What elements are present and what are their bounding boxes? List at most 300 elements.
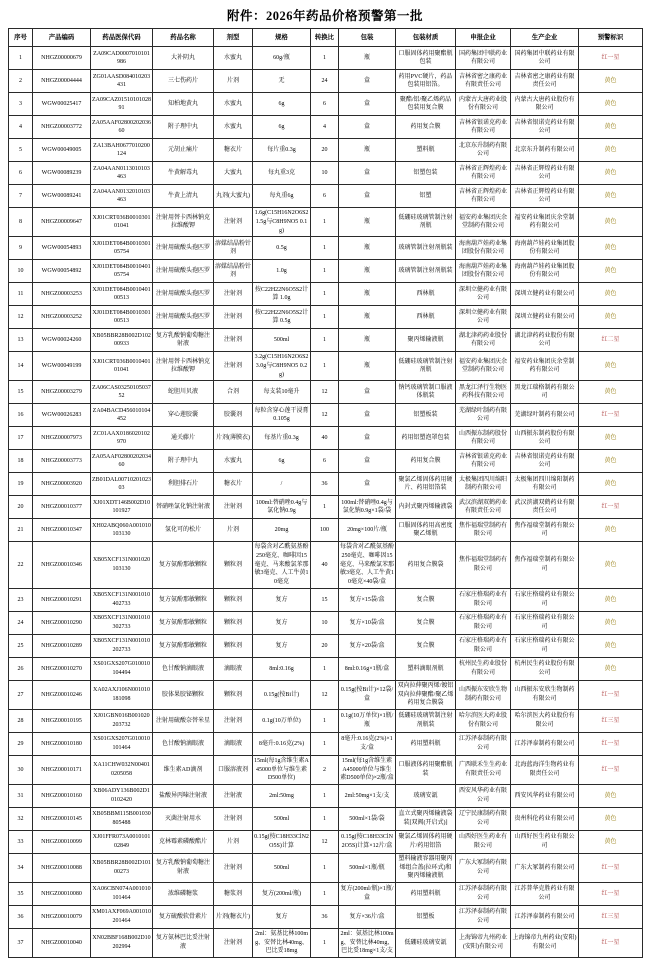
table-cell: 11 bbox=[9, 283, 33, 306]
table-cell: 20mg×100片/瓶 bbox=[339, 519, 396, 542]
table-cell: NHGZ00010346 bbox=[33, 542, 91, 588]
table-cell: ZG01AASD084010203431 bbox=[91, 70, 153, 93]
table-cell: WGW00024260 bbox=[33, 329, 91, 352]
table-cell: 药用塑料瓶 bbox=[396, 883, 456, 906]
table-cell: 盒 bbox=[339, 473, 396, 496]
table-cell: 注射液 bbox=[214, 784, 253, 807]
table-cell: 27 bbox=[9, 680, 33, 709]
table-cell: 双向拉伸聚丙烯/镀铝双向拉伸聚酯/聚乙烯药用复合膜袋 bbox=[396, 680, 456, 709]
table-cell: 18 bbox=[9, 450, 33, 473]
table-row bbox=[9, 450, 643, 473]
table-cell: 20mg bbox=[253, 519, 311, 542]
table-cell: 8毫升:0.16克(2%) bbox=[253, 732, 311, 755]
table-cell: 30 bbox=[9, 755, 33, 784]
table-cell: 药用复合膜袋 bbox=[396, 542, 456, 588]
table-cell: 片剂(薄膜衣) bbox=[214, 427, 253, 450]
table-cell: 瓶 bbox=[339, 329, 396, 352]
warning-badge: 黄色 bbox=[579, 519, 643, 542]
column-header: 包装 bbox=[339, 29, 396, 47]
table-row bbox=[9, 283, 643, 306]
table-row bbox=[9, 139, 643, 162]
column-header: 申报企业 bbox=[456, 29, 511, 47]
table-cell: XJ01DET084B001040100513 bbox=[91, 283, 153, 306]
table-cell: 8 bbox=[9, 208, 33, 237]
table-row bbox=[9, 542, 643, 588]
table-cell: 0.1g(10万单位)×1瓶/瓶 bbox=[339, 709, 396, 732]
table-cell: 15 bbox=[9, 381, 33, 404]
table-cell: 贵州科伦药业有限公司 bbox=[511, 807, 579, 830]
table-cell: 6 bbox=[9, 162, 33, 185]
table-cell: ZA13BAH0677010200124 bbox=[91, 139, 153, 162]
column-header: 预警标识 bbox=[579, 29, 643, 47]
table-cell: 胶体果胶铋颗粒 bbox=[153, 680, 214, 709]
warning-badge: 红一星 bbox=[579, 47, 643, 70]
table-cell: 8ml:0.16g×1瓶/盒 bbox=[339, 657, 396, 680]
table-cell: 石家庄格瑞药业有限公司 bbox=[456, 588, 511, 611]
drug-price-warning-table bbox=[8, 28, 643, 958]
table-cell: ZA05AAF0280020203460 bbox=[91, 450, 153, 473]
table-cell: 山西振东安欣生物制药有限公司 bbox=[511, 680, 579, 709]
table-cell: 复方 bbox=[253, 906, 311, 929]
table-cell: 江苏泽泰制药有限公司 bbox=[511, 732, 579, 755]
table-row bbox=[9, 260, 643, 283]
table-cell: NHGZ00010195 bbox=[33, 709, 91, 732]
table-cell: 吉林省银诺克药业有限公司 bbox=[456, 116, 511, 139]
table-cell: 10 bbox=[9, 260, 33, 283]
table-cell: 1.6g(C15H16N2O6S2 1.5g与C8H9NO5 0.1g) bbox=[253, 208, 311, 237]
table-cell: 克林霉素磷酸酯片 bbox=[153, 830, 214, 853]
column-header: 剂型 bbox=[214, 29, 253, 47]
table-cell: 注射用硫酸头孢匹罗 bbox=[153, 260, 214, 283]
table-cell: NHGZ00000679 bbox=[33, 47, 91, 70]
table-cell: 复方氨酚那敏颗粒 bbox=[153, 634, 214, 657]
table-cell: 广西联禾生生药业有限责任公司 bbox=[456, 755, 511, 784]
table-row bbox=[9, 807, 643, 830]
table-cell: XJ01CRT036B001040101041 bbox=[91, 352, 153, 381]
table-cell: 聚氯乙烯固体药用硬片/药用铝箔 bbox=[396, 830, 456, 853]
table-cell: 溶媒结晶粉针剂 bbox=[214, 260, 253, 283]
table-cell: ZA09CAZ0151010102891 bbox=[91, 93, 153, 116]
table-cell: 28 bbox=[9, 709, 33, 732]
table-cell: 复方 bbox=[253, 588, 311, 611]
table-cell: 塑料瓶 bbox=[396, 139, 456, 162]
table-cell: ZA06CAS0325010503752 bbox=[91, 381, 153, 404]
table-cell: 吉林省正辉煌药业有限公司 bbox=[456, 185, 511, 208]
table-cell: 盒 bbox=[339, 185, 396, 208]
table-cell: 杭州民生药业股份有限公司 bbox=[511, 657, 579, 680]
table-cell: ZA09CAD0007010101986 bbox=[91, 47, 153, 70]
table-cell: 颗粒剂 bbox=[214, 611, 253, 634]
warning-badge: 黄色 bbox=[579, 807, 643, 830]
table-cell: 吉林省正辉煌药业有限公司 bbox=[511, 185, 579, 208]
table-cell: 瓶 bbox=[339, 306, 396, 329]
table-cell: 复方(200ml/瓶)×1瓶/盒 bbox=[339, 883, 396, 906]
table-cell: 西林瓶 bbox=[396, 283, 456, 306]
table-row bbox=[9, 162, 643, 185]
table-cell: 注射剂 bbox=[214, 709, 253, 732]
table-cell: 复方氨酚那敏颗粒 bbox=[153, 588, 214, 611]
table-cell: 太极集团四川绵阳制药有限公司 bbox=[456, 473, 511, 496]
table-cell: NHGZ00010145 bbox=[33, 807, 91, 830]
table-cell: 湖北津药药业股份有限公司 bbox=[511, 329, 579, 352]
table-cell: 复方 bbox=[253, 634, 311, 657]
table-cell: 内蒙古大唐药业股份有限公司 bbox=[511, 93, 579, 116]
table-cell: 每基片重0.3g bbox=[253, 427, 311, 450]
table-cell: 1 bbox=[311, 329, 339, 352]
table-cell: 4 bbox=[311, 116, 339, 139]
table-cell: 6g bbox=[253, 116, 311, 139]
table-cell: 海南葫芦娃药业集团股份有限公司 bbox=[456, 237, 511, 260]
table-cell: 上海锦帝九州药业(安阳)有限公司 bbox=[456, 929, 511, 958]
table-cell: 0.15g(按Bi计) bbox=[253, 680, 311, 709]
warning-badge: 红三星 bbox=[579, 709, 643, 732]
warning-badge: 红三星 bbox=[579, 906, 643, 929]
table-cell: 水蜜丸 bbox=[214, 116, 253, 139]
table-cell: 1 bbox=[311, 260, 339, 283]
warning-badge: 黄色 bbox=[579, 185, 643, 208]
table-cell: 黑龙江泽行生物医药科技有限公司 bbox=[456, 381, 511, 404]
table-cell: WGW00049005 bbox=[33, 139, 91, 162]
table-cell: 40 bbox=[311, 427, 339, 450]
table-row bbox=[9, 208, 643, 237]
table-cell: 1 bbox=[311, 929, 339, 958]
table-cell: NHGZ00010289 bbox=[33, 634, 91, 657]
table-cell: 复合膜 bbox=[396, 634, 456, 657]
table-cell: 附子理中丸 bbox=[153, 116, 214, 139]
table-cell: XB05XCF131N001020103130 bbox=[91, 542, 153, 588]
table-cell: 牛黄解毒丸 bbox=[153, 162, 214, 185]
warning-badge: 黄色 bbox=[579, 306, 643, 329]
table-cell: 注射用硫酸头孢匹罗 bbox=[153, 237, 214, 260]
table-cell: 芜湖绿叶制药有限公司 bbox=[456, 404, 511, 427]
table-cell: 铝塑板装 bbox=[396, 404, 456, 427]
table-cell: 蛇胆川贝液 bbox=[153, 381, 214, 404]
table-row bbox=[9, 473, 643, 496]
table-cell: 32 bbox=[9, 807, 33, 830]
table-cell: 21 bbox=[9, 519, 33, 542]
table-cell: XB05BBM115B001030805488 bbox=[91, 807, 153, 830]
warning-badge: 黄色 bbox=[579, 260, 643, 283]
page-title: 附件：2026年药品价格预警第一批 bbox=[226, 9, 423, 23]
warning-badge: 红一星 bbox=[579, 680, 643, 709]
table-cell: 复方乳酸钠葡萄糖注射液 bbox=[153, 329, 214, 352]
table-row bbox=[9, 657, 643, 680]
table-cell: NHGZ00010088 bbox=[33, 853, 91, 882]
table-cell: 3 bbox=[9, 93, 33, 116]
table-cell: 西林瓶 bbox=[396, 306, 456, 329]
table-cell: 水蜜丸 bbox=[214, 450, 253, 473]
table-cell: 500ml×1瓶/瓶 bbox=[339, 853, 396, 882]
table-cell: 聚丙烯输液瓶 bbox=[396, 329, 456, 352]
warning-badge: 红一星 bbox=[579, 853, 643, 882]
table-cell: XB06ADY136B002D10102420 bbox=[91, 784, 153, 807]
table-cell: 1 bbox=[311, 306, 339, 329]
table-cell: 福安药业集团庆余堂制药有限公司 bbox=[511, 208, 579, 237]
table-cell: 低硼硅玻璃安瓿 bbox=[396, 929, 456, 958]
table-row bbox=[9, 709, 643, 732]
table-cell: 10 bbox=[311, 611, 339, 634]
table-cell: XN02BBF168B002D10202994 bbox=[91, 929, 153, 958]
table-cell: 每支装10毫升 bbox=[253, 381, 311, 404]
table-cell: 每丸重3克 bbox=[253, 162, 311, 185]
table-cell: NHGZ00010246 bbox=[33, 680, 91, 709]
table-cell: 聚酯/铝/聚乙烯药品包装用复合膜 bbox=[396, 93, 456, 116]
table-cell: 色甘酸钠滴眼液 bbox=[153, 732, 214, 755]
table-cell: 复合膜 bbox=[396, 588, 456, 611]
table-cell: 盒 bbox=[339, 162, 396, 185]
table-cell: 丸剂(大蜜丸) bbox=[214, 185, 253, 208]
table-cell: 滴眼液 bbox=[214, 657, 253, 680]
table-cell: 西安风华药业有限公司 bbox=[511, 784, 579, 807]
warning-badge: 黄色 bbox=[579, 784, 643, 807]
table-cell: ZA04BACD456010104452 bbox=[91, 404, 153, 427]
table-cell: XB05XCF131N001010202733 bbox=[91, 634, 153, 657]
table-cell: 2ml:50mg bbox=[253, 784, 311, 807]
table-cell: 注射剂 bbox=[214, 807, 253, 830]
table-cell: 注射剂 bbox=[214, 208, 253, 237]
table-cell: 1 bbox=[311, 283, 339, 306]
table-cell: ZB01DAL0071020102303 bbox=[91, 473, 153, 496]
table-cell: 药用复合膜 bbox=[396, 116, 456, 139]
table-cell: 34 bbox=[9, 853, 33, 882]
table-cell: 知柏地黄丸 bbox=[153, 93, 214, 116]
table-row bbox=[9, 680, 643, 709]
table-cell: 2ml：氨基比林100mg、安替比林40mg、巴比妥18mg×1支/支 bbox=[339, 929, 396, 958]
table-cell: 注射剂 bbox=[214, 283, 253, 306]
table-cell: 6 bbox=[311, 185, 339, 208]
table-cell: 口服固体药用高密度聚乙烯瓶 bbox=[396, 519, 456, 542]
table-cell: 1 bbox=[311, 657, 339, 680]
table-cell: 药用复合膜 bbox=[396, 450, 456, 473]
table-cell: 注射用硫酸头孢匹罗 bbox=[153, 283, 214, 306]
table-cell: 山西好医生药业有限公司 bbox=[511, 830, 579, 853]
table-cell: 深圳立健药业有限公司 bbox=[456, 283, 511, 306]
table-cell: NHGZ00010290 bbox=[33, 611, 91, 634]
table-cell: 水蜜丸 bbox=[214, 47, 253, 70]
column-header: 包装材质 bbox=[396, 29, 456, 47]
table-cell: XJ01FFR073A001010102849 bbox=[91, 830, 153, 853]
table-cell: 合剂 bbox=[214, 381, 253, 404]
table-row bbox=[9, 237, 643, 260]
table-cell: 替硝唑氯化钠注射液 bbox=[153, 496, 214, 519]
table-cell: 吉林省正辉煌药业有限公司 bbox=[456, 162, 511, 185]
table-cell: 哈尔滨医大药业股份有限公司 bbox=[511, 709, 579, 732]
table-cell: 北海蓝海洋生物药业有限责任公司 bbox=[511, 755, 579, 784]
table-cell: 国药集团中联药业有限公司 bbox=[456, 47, 511, 70]
table-cell: NHGZ00010099 bbox=[33, 830, 91, 853]
table-cell: 瓶 bbox=[339, 352, 396, 381]
warning-badge: 黄色 bbox=[579, 283, 643, 306]
column-header: 规格 bbox=[253, 29, 311, 47]
table-cell: 24 bbox=[311, 70, 339, 93]
table-cell: WGW00089241 bbox=[33, 185, 91, 208]
table-cell: ZA04AAN0132010103463 bbox=[91, 185, 153, 208]
table-cell: 复合膜 bbox=[396, 611, 456, 634]
table-row bbox=[9, 427, 643, 450]
table-cell: 盒 bbox=[339, 404, 396, 427]
table-cell: 12 bbox=[311, 680, 339, 709]
table-cell: NHGZ00010270 bbox=[33, 657, 91, 680]
table-cell: XJ01XDT146B002D10101927 bbox=[91, 496, 153, 519]
table-row bbox=[9, 906, 643, 929]
table-cell: 40 bbox=[311, 542, 339, 588]
table-cell: 12 bbox=[9, 306, 33, 329]
table-cell: 7 bbox=[9, 185, 33, 208]
table-cell: 6g bbox=[253, 93, 311, 116]
table-cell: 19 bbox=[9, 473, 33, 496]
table-cell: 胶囊剂 bbox=[214, 404, 253, 427]
table-cell: XB05BBR28B002D10100273 bbox=[91, 853, 153, 882]
table-row bbox=[9, 929, 643, 958]
table-cell: 西安风华药业有限公司 bbox=[456, 784, 511, 807]
table-cell: WGW00089239 bbox=[33, 162, 91, 185]
warning-badge: 黄色 bbox=[579, 657, 643, 680]
table-cell: WGW00049199 bbox=[33, 352, 91, 381]
table-cell: 黑龙江瑞格制药有限公司 bbox=[511, 381, 579, 404]
table-cell: 14 bbox=[9, 352, 33, 381]
table-cell: 100ml:替硝唑0.4g与氯化钠0.9g×1袋/袋 bbox=[339, 496, 396, 519]
table-cell: 注射用替卡西林钠克拉维酸钾 bbox=[153, 208, 214, 237]
warning-badge: 红一星 bbox=[579, 755, 643, 784]
table-cell: 20 bbox=[311, 139, 339, 162]
table-cell: 石家庄格瑞药业有限公司 bbox=[511, 588, 579, 611]
table-cell: NHGZ00010160 bbox=[33, 784, 91, 807]
table-cell: 1 bbox=[311, 496, 339, 519]
table-cell: 塑料输液容器用聚丙烯组合盖(拉环式)和聚丙烯输液瓶 bbox=[396, 853, 456, 882]
table-cell: 盒 bbox=[339, 93, 396, 116]
table-cell: 100 bbox=[311, 519, 339, 542]
table-cell: 吉林省密之康药业有限责任公司 bbox=[456, 70, 511, 93]
table-cell: 杭州民生药业股份有限公司 bbox=[456, 657, 511, 680]
table-cell: 江苏泽泰制药有限公司 bbox=[456, 906, 511, 929]
table-row bbox=[9, 116, 643, 139]
table-row bbox=[9, 588, 643, 611]
table-cell: 24 bbox=[9, 611, 33, 634]
table-cell: 玻璃管制注射剂瓶装 bbox=[396, 237, 456, 260]
table-cell: XA02AXJ106N001010181098 bbox=[91, 680, 153, 709]
table-cell: 深圳立健药业有限公司 bbox=[456, 306, 511, 329]
table-cell: 江苏普华克胜药业有限公司 bbox=[511, 883, 579, 906]
table-cell: 口服液体药用聚酯瓶装 bbox=[396, 755, 456, 784]
table-cell: NHGZ00010347 bbox=[33, 519, 91, 542]
table-cell: 100ml:替硝唑0.4g与氯化钠0.9g bbox=[253, 496, 311, 519]
table-cell: XJ01DET084B001030105754 bbox=[91, 237, 153, 260]
table-row bbox=[9, 93, 643, 116]
table-cell: 每粒含穿心莲干浸膏0.105g bbox=[253, 404, 311, 427]
table-cell: 1 bbox=[311, 883, 339, 906]
table-cell: 31 bbox=[9, 784, 33, 807]
table-cell: 36 bbox=[9, 906, 33, 929]
table-cell: 穿心莲胶囊 bbox=[153, 404, 214, 427]
table-cell: 三七伤药片 bbox=[153, 70, 214, 93]
table-cell: NHGZ00010291 bbox=[33, 588, 91, 611]
table-cell: 1 bbox=[9, 47, 33, 70]
table-cell: 复方硫酸软骨素片 bbox=[153, 906, 214, 929]
table-cell: 上海锦帝九州药业(安阳)有限公司 bbox=[511, 929, 579, 958]
table-cell: 9 bbox=[9, 237, 33, 260]
warning-badge: 红一星 bbox=[579, 732, 643, 755]
warning-badge: 黄色 bbox=[579, 450, 643, 473]
table-cell: NHGZ00010080 bbox=[33, 883, 91, 906]
table-cell: 大补阴丸 bbox=[153, 47, 214, 70]
table-cell: 江苏泽泰制药有限公司 bbox=[456, 732, 511, 755]
table-cell: 500ml bbox=[253, 329, 311, 352]
table-cell: NHGZ00010040 bbox=[33, 929, 91, 958]
table-cell: 6 bbox=[311, 93, 339, 116]
table-cell: 60g/瓶 bbox=[253, 47, 311, 70]
table-cell: 颗粒剂 bbox=[214, 588, 253, 611]
table-cell: 颗粒剂 bbox=[214, 542, 253, 588]
table-cell: 口服溶液剂 bbox=[214, 755, 253, 784]
table-cell: 山西振东安欣生物制药有限公司 bbox=[456, 680, 511, 709]
table-cell: 附子理中丸 bbox=[153, 450, 214, 473]
table-cell: 25 bbox=[9, 634, 33, 657]
table-cell: 武汉滨湖双鹤药业有限责任公司 bbox=[511, 496, 579, 519]
table-cell: NHGZ00003279 bbox=[33, 381, 91, 404]
table-cell: ZA05AAF0280020203660 bbox=[91, 116, 153, 139]
table-cell: 利胆排石片 bbox=[153, 473, 214, 496]
table-cell: 37 bbox=[9, 929, 33, 958]
table-cell: 23 bbox=[9, 588, 33, 611]
table-row bbox=[9, 634, 643, 657]
table-cell: 元胡止痛片 bbox=[153, 139, 214, 162]
table-cell: XB05BBR28B002D10200933 bbox=[91, 329, 153, 352]
table-cell: / bbox=[253, 473, 311, 496]
table-cell: 0.1g(10万单位) bbox=[253, 709, 311, 732]
table-row bbox=[9, 883, 643, 906]
column-header: 转换比 bbox=[311, 29, 339, 47]
table-cell: 每丸重6g bbox=[253, 185, 311, 208]
table-cell: XS01GXS207G010010104494 bbox=[91, 657, 153, 680]
table-cell: 16 bbox=[9, 404, 33, 427]
table-cell: 哈尔滨医大药业股份有限公司 bbox=[456, 709, 511, 732]
table-cell: 33 bbox=[9, 830, 33, 853]
table-cell: 500ml bbox=[253, 853, 311, 882]
table-cell: 36 bbox=[311, 473, 339, 496]
table-cell: 北京东升制药有限公司 bbox=[456, 139, 511, 162]
table-row bbox=[9, 830, 643, 853]
table-row bbox=[9, 306, 643, 329]
table-cell: ZC01AAX0186020102970 bbox=[91, 427, 153, 450]
warning-badge: 黄色 bbox=[579, 116, 643, 139]
table-cell: WGW00054892 bbox=[33, 260, 91, 283]
table-cell: 片剂 bbox=[214, 830, 253, 853]
table-row bbox=[9, 755, 643, 784]
table-cell: 焦作福瑞堂制药有限公司 bbox=[511, 542, 579, 588]
table-cell: 复方×20袋/盒 bbox=[339, 634, 396, 657]
table-cell: 12 bbox=[311, 404, 339, 427]
table-cell: 12 bbox=[311, 830, 339, 853]
table-row bbox=[9, 853, 643, 882]
table-cell: 山西好医生药业有限公司 bbox=[456, 830, 511, 853]
table-cell: 1 bbox=[311, 732, 339, 755]
table-cell: 福安药业集团庆余堂制药有限公司 bbox=[511, 352, 579, 381]
table-row bbox=[9, 329, 643, 352]
table-cell: 焦作福瑞堂制药有限公司 bbox=[511, 519, 579, 542]
warning-badge: 黄色 bbox=[579, 381, 643, 404]
table-cell: 盒 bbox=[339, 427, 396, 450]
table-cell: 盒 bbox=[339, 450, 396, 473]
table-cell: 复方×10袋/盒 bbox=[339, 611, 396, 634]
table-row bbox=[9, 611, 643, 634]
warning-badge: 黄色 bbox=[579, 473, 643, 496]
table-cell: 2ml:50mg×1支/支 bbox=[339, 784, 396, 807]
table-cell: 药用PVC硬片，药品包装用铝箔。 bbox=[396, 70, 456, 93]
table-cell: 盒 bbox=[339, 381, 396, 404]
table-cell: 广东大冢制药有限公司 bbox=[511, 853, 579, 882]
table-cell: 焦作福瑞堂制药有限公司 bbox=[456, 542, 511, 588]
table-cell: 1.0g bbox=[253, 260, 311, 283]
